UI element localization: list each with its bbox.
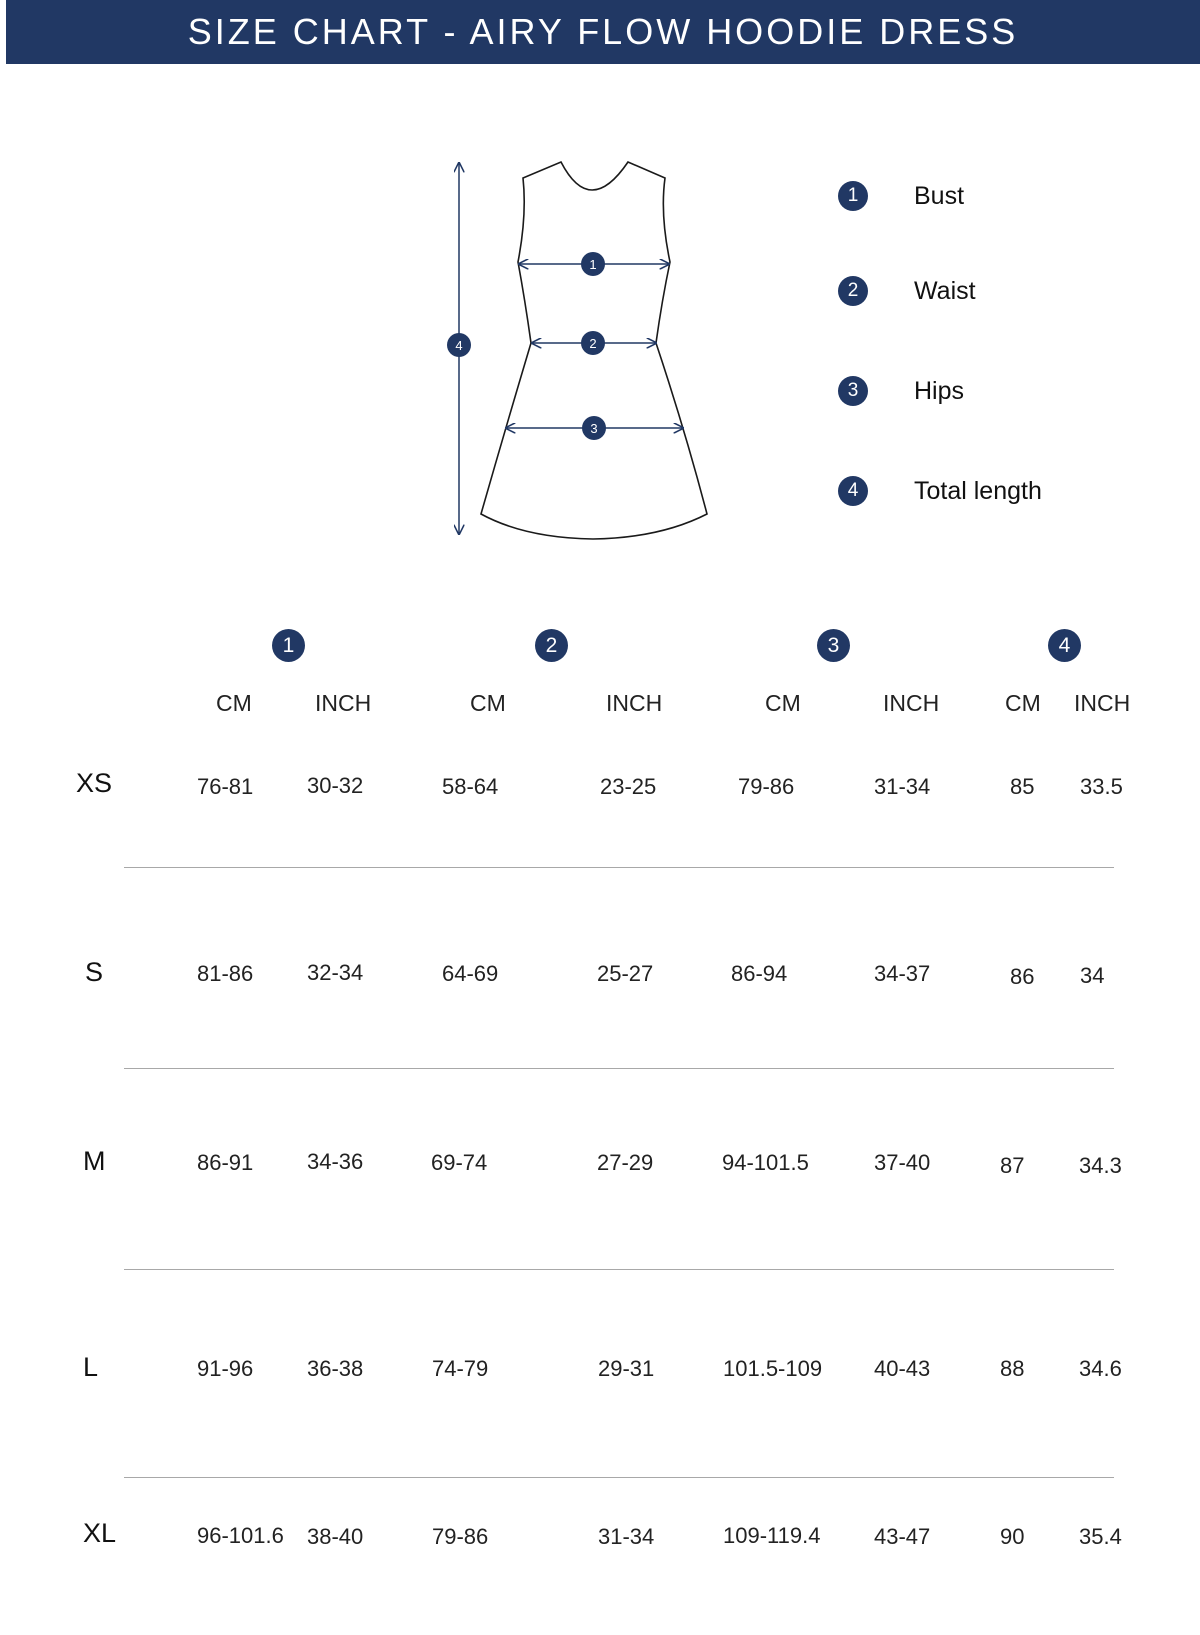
table-cell: 74-79: [432, 1356, 489, 1381]
table-cell: 34-37: [874, 961, 931, 986]
size-label: XS: [76, 768, 113, 798]
table-cell: 87: [1000, 1153, 1025, 1178]
unit-header: CM: [765, 690, 801, 716]
table-cell: 36-38: [307, 1356, 364, 1381]
svg-text:3: 3: [590, 421, 598, 436]
marker-waist: [581, 331, 605, 355]
table-cell: 34.6: [1079, 1356, 1122, 1381]
table-cell: 85: [1010, 774, 1035, 799]
table-cell: 25-27: [597, 961, 654, 986]
table-cell: 90: [1000, 1524, 1025, 1549]
table-cell: 96-101.6: [197, 1523, 284, 1548]
legend-label: Hips: [914, 376, 965, 405]
table-cell: 101.5-109: [723, 1356, 823, 1381]
table-cell: 35.4: [1079, 1524, 1122, 1549]
table-cell: 23-25: [600, 774, 657, 799]
table-cell: 34.3: [1079, 1153, 1122, 1178]
unit-header: CM: [470, 690, 506, 716]
table-cell: 38-40: [307, 1524, 364, 1549]
unit-header: CM: [216, 690, 252, 716]
legend-number: 4: [838, 476, 868, 506]
column-group-length: 4: [1048, 629, 1081, 662]
table-cell: 40-43: [874, 1356, 931, 1381]
unit-header: INCH: [1074, 690, 1131, 716]
unit-header: INCH: [883, 690, 940, 716]
marker-bust: [581, 252, 605, 276]
legend-label: Bust: [914, 181, 965, 210]
svg-text:2: 2: [589, 336, 597, 351]
table-cell: 86: [1010, 964, 1035, 989]
table-cell: 79-86: [738, 774, 795, 799]
table-cell: 81-86: [197, 961, 254, 986]
dress-diagram: [0, 0, 1200, 600]
table-cell: 88: [1000, 1356, 1025, 1381]
legend-item-waist: [838, 274, 976, 308]
row-divider: [124, 1068, 1114, 1069]
unit-header: INCH: [315, 690, 372, 716]
table-cell: 86-94: [731, 961, 788, 986]
size-label: S: [85, 957, 104, 987]
row-divider: [124, 1477, 1114, 1478]
table-cell: 86-91: [197, 1150, 254, 1175]
marker-hips: [582, 416, 606, 440]
row-divider: [124, 867, 1114, 868]
table-cell: 30-32: [307, 773, 364, 798]
row-divider: [124, 1269, 1114, 1270]
legend-label: Total length: [914, 476, 1042, 505]
table-cell: 64-69: [442, 961, 499, 986]
table-cell: 58-64: [442, 774, 499, 799]
marker-length: [447, 333, 471, 357]
table-cell: 32-34: [307, 960, 364, 985]
page-title: SIZE CHART - AIRY FLOW HOODIE DRESS: [6, 0, 1200, 64]
table-cell: 37-40: [874, 1150, 931, 1175]
table-cell: 69-74: [431, 1150, 488, 1175]
table-cell: 33.5: [1080, 774, 1123, 799]
column-group-waist: 2: [535, 629, 568, 662]
unit-header: CM: [1005, 690, 1041, 716]
table-cell: 109-119.4: [723, 1523, 821, 1548]
legend-label: Waist: [914, 276, 976, 305]
svg-text:4: 4: [455, 338, 463, 353]
table-cell: 76-81: [197, 774, 254, 799]
svg-text:1: 1: [589, 257, 597, 272]
table-cell: 31-34: [874, 774, 931, 799]
size-label: L: [83, 1352, 99, 1382]
column-group-hips: 3: [817, 629, 850, 662]
legend-number: 3: [838, 376, 868, 406]
table-cell: 79-86: [432, 1524, 489, 1549]
table-cell: 31-34: [598, 1524, 655, 1549]
legend-item-hips: [838, 374, 965, 408]
legend-number: 1: [838, 181, 868, 211]
size-label: M: [83, 1146, 106, 1176]
legend-item-total-length: [838, 474, 1042, 508]
table-cell: 94-101.5: [722, 1150, 809, 1175]
table-cell: 34: [1080, 963, 1105, 988]
table-cell: 91-96: [197, 1356, 254, 1381]
unit-header: INCH: [606, 690, 663, 716]
legend-item-bust: [838, 179, 965, 213]
column-group-bust: 1: [272, 629, 305, 662]
table-cell: 29-31: [598, 1356, 655, 1381]
table-cell: 27-29: [597, 1150, 654, 1175]
legend-number: 2: [838, 276, 868, 306]
table-cell: 43-47: [874, 1524, 931, 1549]
size-label: XL: [83, 1518, 117, 1548]
table-cell: 34-36: [307, 1149, 364, 1174]
